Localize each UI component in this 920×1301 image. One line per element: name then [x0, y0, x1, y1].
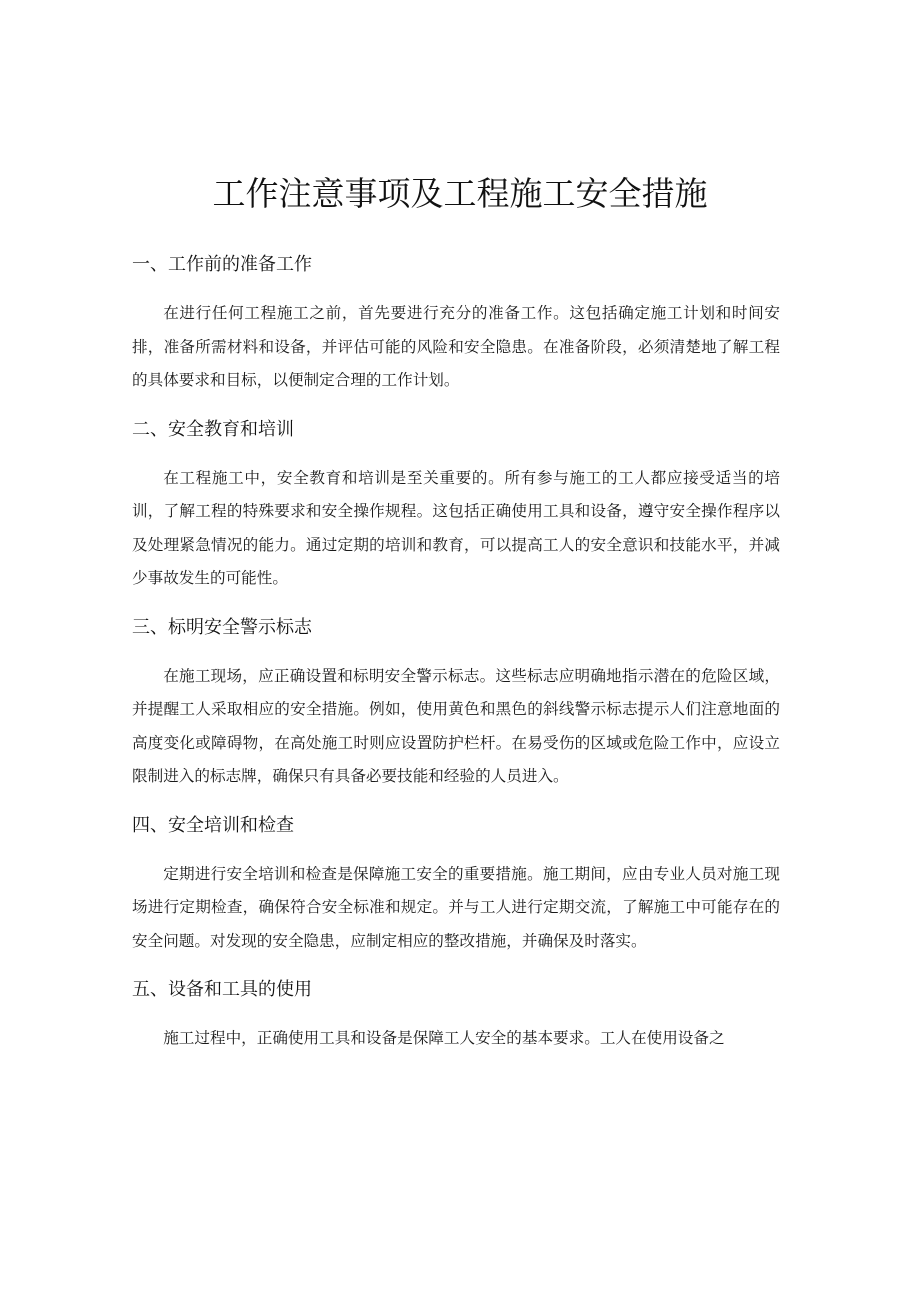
section-paragraph: 在进行任何工程施工之前，首先要进行充分的准备工作。这包括确定施工计划和时间安排，准备所需材料和设备，并评估可能的风险和安全隐患。在准备阶段，必须清楚地了解工程的具体要求和目标，以便制定合理的工作计划。 — [132, 304, 780, 389]
section-warning-signs — [132, 610, 780, 794]
document-body — [132, 247, 780, 1070]
document-title: 工作注意事项及工程施工安全措施 — [212, 174, 708, 213]
section-heading: 四、安全培训和检查 — [132, 814, 294, 836]
section-paragraph: 施工过程中，正确使用工具和设备是保障工人安全的基本要求。工人在使用设备之 — [163, 1029, 725, 1047]
section-heading: 二、安全教育和培训 — [132, 418, 294, 440]
section-safety-training — [132, 412, 780, 596]
section-paragraph: 在施工现场，应正确设置和标明安全警示标志。这些标志应明确地指示潜在的危险区域，并提醒工人采取相应的安全措施。例如，使用黄色和黑色的斜线警示标志提示人们注意地面的高度变化或障碍物，在高处施工时则应设置防护栏杆。在易受伤的区域或危险工作中，应设立限制进入的标志牌，确保只有具备必要技能和经验的人员进入。 — [132, 666, 780, 785]
section-heading: 三、标明安全警示标志 — [132, 616, 312, 638]
section-inspection — [132, 808, 780, 959]
section-heading: 五、设备和工具的使用 — [132, 979, 312, 1000]
section-paragraph: 在工程施工中，安全教育和培训是至关重要的。所有参与施工的工人都应接受适当的培训，了解工程的特殊要求和安全操作规程。这包括正确使用工具和设备，遵守安全操作程序以及处理紧急情况的能力。通过定期的培训和教育，可以提高工人的安全意识和技能水平，并减少事故发生的可能性。 — [132, 468, 780, 587]
section-equipment-use — [132, 972, 780, 1056]
section-preparation — [132, 247, 780, 398]
section-heading: 一、工作前的准备工作 — [132, 254, 312, 275]
section-paragraph: 定期进行安全培训和检查是保障施工安全的重要措施。施工期间，应由专业人员对施工现场进行定期检查，确保符合安全标准和规定。并与工人进行定期交流，了解施工中可能存在的安全问题。对发现的安全隐患，应制定相应的整改措施，并确保及时落实。 — [132, 864, 780, 950]
